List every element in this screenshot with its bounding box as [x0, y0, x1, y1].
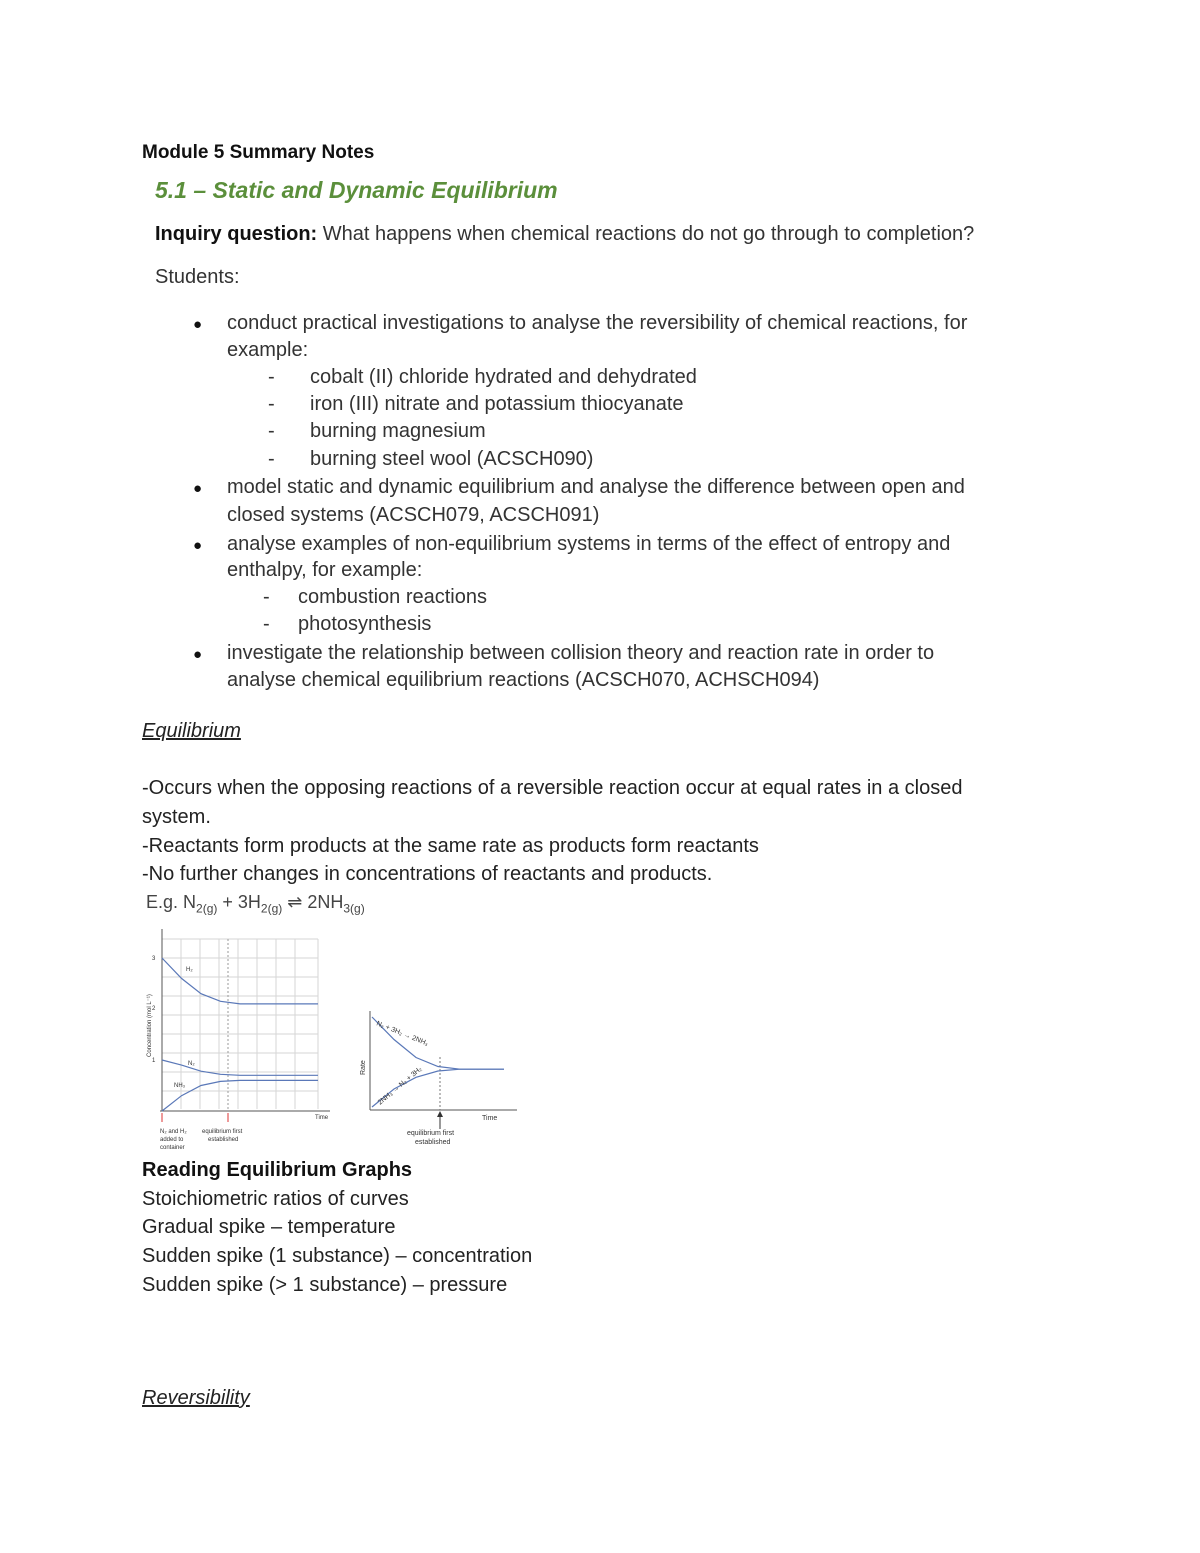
section-title: 5.1 – Static and Dynamic Equilibrium [155, 177, 558, 203]
bullet-line: enthalpy, for example: [227, 559, 423, 581]
dash-marker: - [268, 393, 275, 415]
sub-item: burning magnesium [310, 420, 486, 442]
equilibrium-note: established [208, 1137, 239, 1143]
eq-part: + 3H [217, 892, 261, 912]
equilibrium-note: equilibrium first [407, 1130, 455, 1137]
x-axis-label: Time [482, 1115, 498, 1122]
equilibrium-point: system. [142, 806, 211, 828]
y-tick-label: 2 [152, 1006, 156, 1012]
reading-graphs-heading: Reading Equilibrium Graphs [142, 1159, 413, 1181]
equilibrium-point: -No further changes in concentrations of reactants and products. [142, 863, 713, 885]
reading-point: Sudden spike (> 1 substance) – pressure [142, 1274, 508, 1296]
reversibility-heading: Reversibility [142, 1387, 250, 1409]
dash-marker: - [268, 448, 275, 470]
equilibrium-note: established [415, 1139, 451, 1146]
eq-sub: 2(g) [260, 901, 283, 916]
series-label-nh3: NH₃ [174, 1083, 186, 1089]
y-tick-label: 1 [152, 1058, 156, 1064]
bullet-dot: ● [193, 480, 203, 497]
rate-time-graph [352, 1005, 522, 1155]
bullet-dot: ● [193, 537, 203, 554]
equilibrium-point: -Occurs when the opposing reactions of a reversible reaction occur at equal rates in a closed [142, 777, 963, 799]
y-tick-label: 3 [152, 956, 156, 962]
bullet-line: model static and dynamic equilibrium and analyse the difference between open and [227, 476, 965, 498]
bullet-line: closed systems (ACSCH079, ACSCH091) [227, 504, 600, 526]
start-note: container [160, 1145, 185, 1151]
bullet-dot: ● [193, 316, 203, 333]
dash-marker: - [263, 613, 270, 635]
reading-point: Gradual spike – temperature [142, 1216, 396, 1238]
eq-sub: 2(g) [196, 901, 218, 916]
bullet-line: analyse chemical equilibrium reactions (ACSCH070, ACHSCH094) [227, 669, 820, 691]
concentration-time-graph [140, 925, 340, 1157]
y-axis-label: Concentration (mol L⁻¹) [147, 994, 153, 1057]
start-note: added to [160, 1137, 184, 1143]
example-equation [146, 892, 365, 916]
inquiry-text: What happens when chemical reactions do not go through to completion? [317, 223, 975, 245]
bullet-line: investigate the relationship between collision theory and reaction rate in order to [227, 642, 935, 664]
sub-item: cobalt (II) chloride hydrated and dehydrated [310, 366, 697, 388]
grid [162, 939, 318, 1109]
equilibrium-note: equilibrium first [202, 1129, 243, 1135]
document-title: Module 5 Summary Notes [142, 142, 375, 163]
reverse-rate-label: 2NH₃ → N₂ + 3H₂ [376, 1065, 424, 1107]
bullet-line: conduct practical investigations to analyse the reversibility of chemical reactions, for [227, 312, 968, 334]
reading-point: Sudden spike (1 substance) – concentration [142, 1245, 533, 1267]
series-label-n2: N₂ [188, 1061, 195, 1067]
equilibrium-heading: Equilibrium [142, 720, 241, 742]
eq-sub: 3(g) [343, 901, 365, 916]
dash-marker: - [263, 586, 270, 608]
arrow-head [437, 1111, 443, 1117]
y-axis-label: Rate [360, 1060, 367, 1075]
bullet-line: analyse examples of non-equilibrium systems in terms of the effect of entropy and [227, 533, 951, 555]
sub-item: burning steel wool (ACSCH090) [310, 448, 594, 470]
start-note: N₂ and H₂ [160, 1129, 187, 1135]
inquiry-question [155, 223, 974, 246]
equilibrium-point: -Reactants form products at the same rate as products form reactants [142, 835, 759, 857]
sub-item: combustion reactions [298, 586, 487, 608]
sub-item: photosynthesis [298, 613, 432, 635]
bullet-dot: ● [193, 646, 203, 663]
forward-rate-line [372, 1017, 504, 1069]
reading-point: Stoichiometric ratios of curves [142, 1188, 409, 1210]
inquiry-label: Inquiry question: [155, 223, 318, 245]
bullet-line: example: [227, 339, 309, 361]
eq-part: E.g. N [146, 892, 197, 912]
x-axis-label: Time [315, 1115, 329, 1121]
sub-item: iron (III) nitrate and potassium thiocyanate [310, 393, 684, 415]
eq-part: ⇌ 2NH [282, 892, 344, 912]
series-label-h2: H₂ [186, 967, 193, 973]
forward-rate-label: N₂ + 3H₂ → 2NH₃ [375, 1020, 430, 1048]
dash-marker: - [268, 366, 275, 388]
students-label: Students: [155, 266, 240, 288]
dash-marker: - [268, 420, 275, 442]
